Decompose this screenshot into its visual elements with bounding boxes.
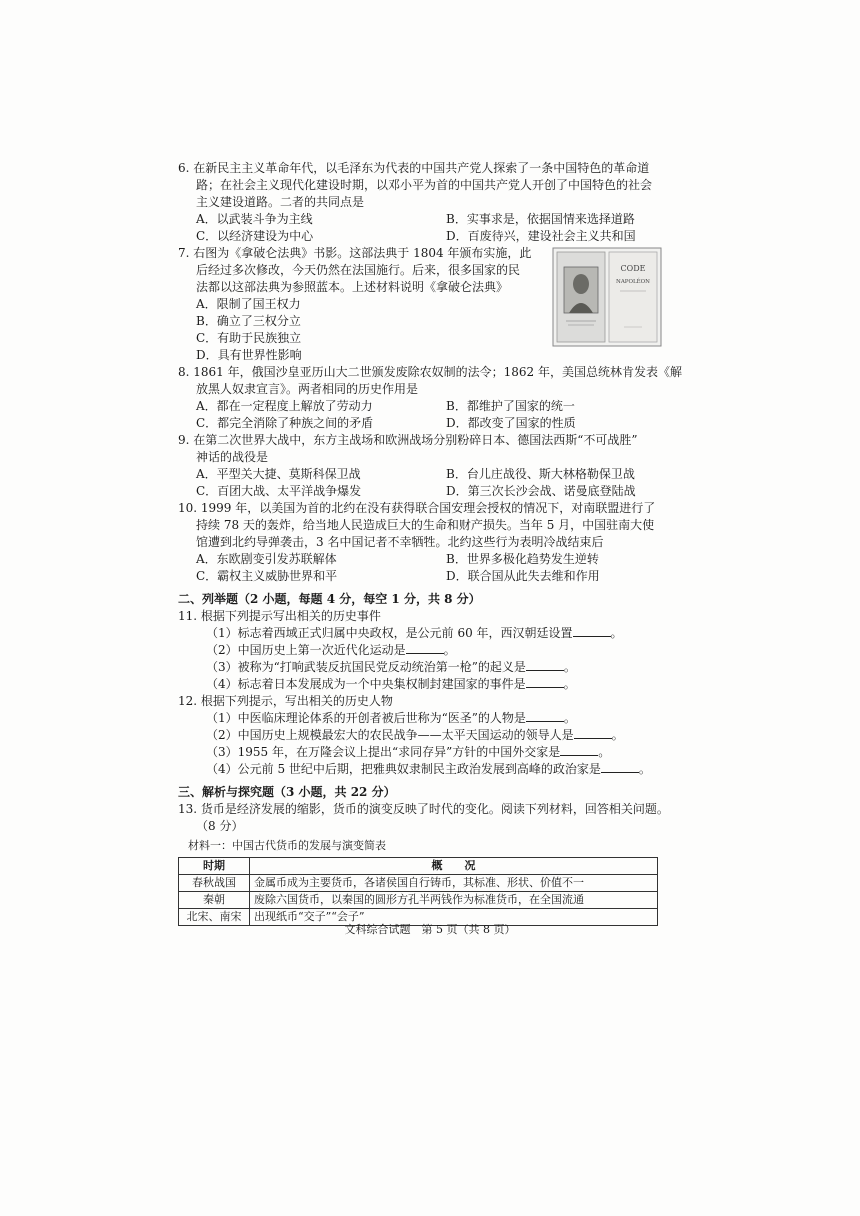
question-10 [178, 500, 678, 585]
q11-item-4-text: （4）标志着日本发展成为一个中央集权制封建国家的事件是 [206, 677, 526, 691]
q7-line-1: 7. 右图为《拿破仑法典》书影。这部法典于 1804 年颁布实施，此 [178, 246, 532, 260]
q6-options [178, 211, 678, 245]
answer-blank[interactable] [406, 642, 444, 654]
q9-option-d: D．第三次长沙会战、诺曼底登陆战 [446, 484, 636, 498]
q10-options [178, 551, 678, 585]
answer-blank[interactable] [601, 761, 639, 773]
q10-option-a: A．东欧剧变引发苏联解体 [196, 552, 337, 566]
q11-item-1-text: （1）标志着西域正式归属中央政权，是公元前 60 年，西汉朝廷设置 [206, 626, 573, 640]
q7-option-c: C．有助于民族独立 [196, 331, 302, 345]
answer-blank[interactable] [573, 625, 611, 637]
q13-line-1: 13. 货币是经济发展的缩影，货币的演变反映了时代的变化。阅读下列材料，回答相关问题。 [178, 802, 669, 816]
book-title-napoleon: NAPOLÉON [616, 279, 650, 285]
q12-item-4-text: （4）公元前 5 世纪中后期，把雅典奴隶制民主政治发展到高峰的政治家是 [206, 762, 601, 776]
q11-stem: 11. 根据下列提示写出相关的历史事件 [178, 609, 381, 623]
q6-line-3: 主义建设道路。二者的共同点是 [196, 195, 365, 209]
q11-item-1: （1）标志着西域正式归属中央政权，是公元前 60 年，西汉朝廷设置 。 [206, 626, 623, 640]
q9-option-b: B．台儿庄战役、斯大林格勒保卫战 [446, 467, 635, 481]
q8-option-b: B．都维护了国家的统一 [446, 399, 575, 413]
q6-line-1: 6. 在新民主主义革命年代，以毛泽东为代表的中国共产党人探索了一条中国特色的革命道 [178, 161, 650, 175]
q7-option-d: D．具有世界性影响 [196, 348, 302, 362]
table-header-row [179, 858, 658, 875]
answer-blank[interactable] [526, 659, 564, 671]
q10-line-3: 馆遭到北约导弹袭击，3 名中国记者不幸牺牲。北约这些行为表明冷战结束后 [196, 535, 604, 549]
q12-item-2-text: （2）中国历史上规模最宏大的农民战争——太平天国运动的领导人是 [206, 728, 574, 742]
section-3-title: 三、解析与探究题（3 小题，共 22 分） [178, 785, 396, 799]
q6-option-b: B．实事求是，依据国情来选择道路 [446, 212, 635, 226]
q10-option-d: D．联合国从此失去维和作用 [446, 569, 600, 583]
q6-option-c: C．以经济建设为中心 [196, 229, 314, 243]
q10-option-c: C．霸权主义威胁世界和平 [196, 569, 338, 583]
question-12 [178, 693, 678, 778]
q11-item-2-text: （2）中国历史上第一次近代化运动是 [206, 643, 406, 657]
q6-option-d: D．百废待兴，建设社会主义共和国 [446, 229, 636, 243]
question-7 [178, 245, 678, 364]
q8-option-d: D．都改变了国家的性质 [446, 416, 576, 430]
q10-line-2: 持续 78 天的轰炸，给当地人民造成巨大的生命和财产损失。当年 5 月，中国驻南大使 [196, 518, 655, 532]
q8-line-1: 8. 1861 年，俄国沙皇亚历山大二世颁发废除农奴制的法令；1862 年，美国总统林肯发表《解 [178, 365, 682, 379]
material-1-title: 材料一：中国古代货币的发展与演变简表 [188, 839, 386, 852]
question-11 [178, 608, 678, 693]
q12-item-1: （1）中医临床理论体系的开创者被后世称为“医圣”的人物是 。 [206, 711, 576, 725]
page-content [178, 160, 682, 926]
q6-line-2: 路；在社会主义现代化建设时期，以邓小平为首的中国共产党人开创了中国特色的社会 [196, 178, 653, 192]
table-cell-overview: 金属币成为主要货币，各诸侯国自行铸币，其标准、形状、价值不一 [250, 875, 658, 892]
q7-line-3: 法都以这部法典为参照蓝本。上述材料说明《拿破仑法典》 [196, 280, 509, 294]
question-6 [178, 160, 678, 245]
question-9 [178, 432, 678, 500]
q10-line-1: 10. 1999 年，以美国为首的北约在没有获得联合国安理会授权的情况下，对南联盟进行了 [178, 501, 656, 515]
q9-line-1: 9. 在第二次世界大战中，东方主战场和欧洲战场分别粉碎日本、德国法西斯“不可战胜” [178, 433, 638, 447]
answer-blank[interactable] [526, 676, 564, 688]
currency-history-table [178, 857, 658, 926]
answer-blank[interactable] [574, 727, 612, 739]
q8-line-2: 放黑人奴隶宣言》。两者相同的历史作用是 [196, 382, 419, 396]
q12-item-1-text: （1）中医临床理论体系的开创者被后世称为“医圣”的人物是 [206, 711, 526, 725]
q9-line-2: 神话的战役是 [196, 450, 269, 464]
q11-item-2: （2）中国历史上第一次近代化运动是 。 [206, 643, 456, 657]
q7-line-2: 后经过多次修改，今天仍然在法国施行。后来，很多国家的民 [196, 263, 521, 277]
table-row [179, 892, 658, 909]
answer-blank[interactable] [526, 710, 564, 722]
q6-option-a: A．以武装斗争为主线 [196, 212, 313, 226]
table-cell-period: 北宋、南宋 [179, 909, 250, 926]
q10-option-b: B．世界多极化趋势发生逆转 [446, 552, 599, 566]
table-cell-period: 秦朝 [179, 892, 250, 909]
q9-option-c: C．百团大战、太平洋战争爆发 [196, 484, 362, 498]
table-row [179, 875, 658, 892]
q8-option-c: C．都完全消除了种族之间的矛盾 [196, 416, 374, 430]
table-cell-overview: 废除六国货币，以秦国的圆形方孔半两钱作为标准货币，在全国流通 [250, 892, 658, 909]
question-8 [178, 364, 682, 432]
table-cell-overview: 出现纸币“交子”“会子” [250, 909, 658, 926]
q9-option-a: A．平型关大捷、莫斯科保卫战 [196, 467, 361, 481]
page-footer: 文科综合试题 第 5 页（共 8 页） [344, 923, 516, 936]
q8-option-a: A．都在一定程度上解放了劳动力 [196, 399, 373, 413]
q11-item-3-text: （3）被称为“打响武装反抗国民党反动统治第一枪”的起义是 [206, 660, 526, 674]
q11-item-3: （3）被称为“打响武装反抗国民党反动统治第一枪”的起义是 。 [206, 660, 576, 674]
q8-options [178, 398, 678, 432]
table-header-period: 时期 [179, 858, 250, 875]
q12-item-3-text: （3）1955 年，在万隆会议上提出“求同存异”方针的中国外交家是 [206, 745, 561, 759]
answer-blank[interactable] [560, 744, 598, 756]
question-13 [178, 801, 678, 926]
section-2-title: 二、列举题（2 小题，每题 4 分，每空 1 分，共 8 分） [178, 592, 481, 606]
q7-option-a: A．限制了国王权力 [196, 297, 301, 311]
book-title-code: CODE [620, 264, 646, 273]
q12-item-2: （2）中国历史上规模最宏大的农民战争——太平天国运动的领导人是 。 [206, 728, 624, 742]
napoleon-code-book-image [552, 247, 662, 347]
q7-option-b: B．确立了三权分立 [196, 314, 301, 328]
q11-item-4: （4）标志着日本发展成为一个中央集权制封建国家的事件是 。 [206, 677, 576, 691]
q9-options [178, 466, 678, 500]
table-header-overview: 概 况 [250, 858, 658, 875]
q12-item-4: （4）公元前 5 世纪中后期，把雅典奴隶制民主政治发展到高峰的政治家是 。 [206, 762, 651, 776]
q13-line-2: （8 分） [196, 819, 244, 833]
q12-stem: 12. 根据下列提示，写出相关的历史人物 [178, 694, 393, 708]
q12-item-3: （3）1955 年，在万隆会议上提出“求同存异”方针的中国外交家是 。 [206, 745, 611, 759]
table-cell-period: 春秋战国 [179, 875, 250, 892]
